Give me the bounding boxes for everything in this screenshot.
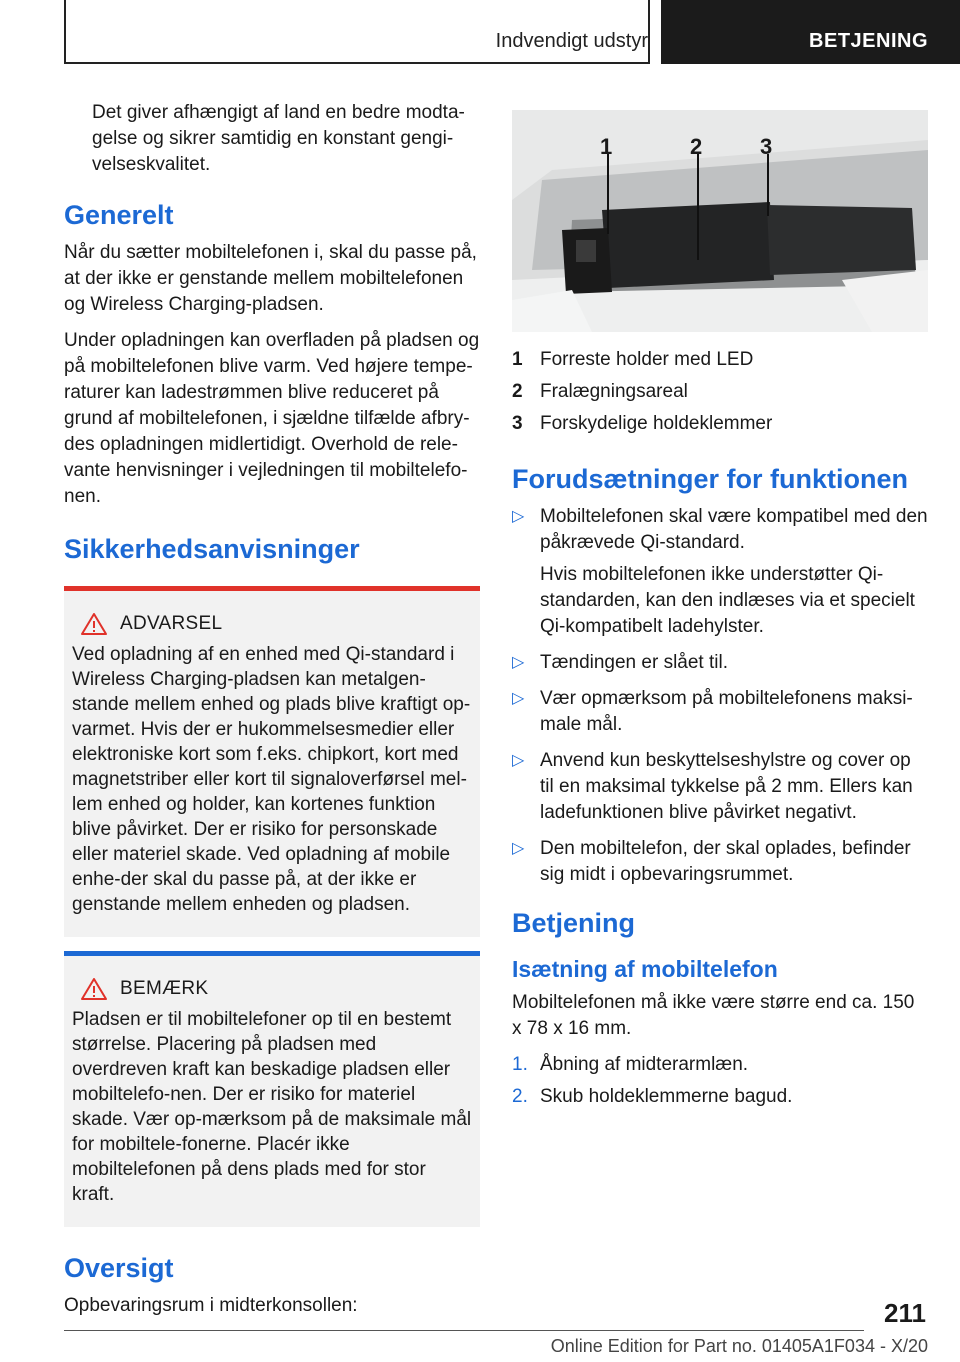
heading-insert-phone: Isætning af mobiltelefon	[512, 956, 778, 982]
caution-triangle-icon	[80, 977, 108, 1001]
steps-list	[512, 1052, 928, 1110]
left-column	[64, 100, 480, 1329]
list-item: ▷ Mobiltelefonen skal være kompatibel med den påkrævede Qi-standard. Hvis mobiltelefonen ikke understøtter Qi-standarden, kan den indlæses via et specielt Qi-kompatibelt ladehylster.	[512, 506, 928, 637]
footer-rule	[64, 1330, 864, 1331]
step-item: 2. Skub holdeklemmerne bagud.	[512, 1086, 793, 1107]
heading-generelt: Generelt	[64, 200, 174, 230]
step-item: 1. Åbning af midterarmlæn.	[512, 1054, 749, 1075]
heading-requirements: Forudsætninger for funktionen	[512, 464, 908, 494]
triangle-bullet-icon: ▷	[512, 752, 525, 769]
page-number: 211	[884, 1298, 926, 1328]
figure-label-1: 1	[600, 134, 613, 159]
warning-triangle-icon	[80, 612, 108, 636]
heading-safety: Sikkerhedsanvisninger	[64, 534, 360, 564]
warning-box	[64, 586, 480, 937]
triangle-bullet-icon: ▷	[512, 654, 525, 671]
heading-oversigt: Oversigt	[64, 1253, 174, 1283]
section-tab-label: BETJENING	[809, 30, 928, 52]
heading-betjening: Betjening	[512, 908, 636, 938]
list-item: ▷ Anvend kun beskyttelseshylstre og cover op til en maksimal tykkelse på 2 mm. Ellers kan ladefunktionen blive påvirket negativt.	[512, 750, 913, 823]
note-box	[64, 951, 480, 1227]
legend-item: 1 Forreste holder med LED	[512, 349, 754, 370]
note-title: BEMÆRK	[120, 978, 209, 999]
chapter-title: Indvendigt udstyr	[495, 30, 648, 52]
intro-paragraph: Det giver afhængigt af land en bedre modta-gelse og sikrer samtidig en konstant gengi-velseskvalitet.	[92, 102, 465, 175]
legend-item: 2 Fralægningsareal	[512, 381, 688, 402]
storage-compartment-figure	[512, 110, 928, 332]
warning-title: ADVARSEL	[120, 613, 223, 634]
header-rule-separator	[648, 0, 650, 64]
right-column	[512, 104, 928, 1116]
triangle-bullet-icon: ▷	[512, 690, 525, 707]
insert-text: Mobiltelefonen må ikke være større end ca. 150 x 78 x 16 mm.	[512, 992, 915, 1039]
triangle-bullet-icon: ▷	[512, 840, 525, 857]
section-tab[interactable]	[661, 0, 960, 64]
compartment-illustration	[512, 110, 928, 332]
warning-text: Ved opladning af en enhed med Qi-standard i Wireless Charging-pladsen kan metalgen-stande mellem enhed og plads blive kraftigt op-varmet. Hvis der er hukommelsesmedier eller elektroniske kort som f.eks. chipkort, kort med magnetstriber eller kort til signaloverførsel mel-lem enhed og holder, kan kortenes funktion blive påvirket. Der er risiko for personskade eller materiel skade. Ved opladning af mobile enhe-der skal du passe på, at der ikke er genstande mellem enheden og pladsen.	[72, 644, 471, 915]
list-item: ▷ Tændingen er slået til.	[512, 650, 928, 676]
figure-legend	[512, 344, 928, 440]
generelt-paragraph-2: Under opladningen kan overfladen på pladsen og på mobiltelefonen blive varm. Ved højere tempe-raturer kan ladestrømmen blive reduceret på grund af mobiltelefonen, i sjældne tilfælde afbry-des opladningen midlertidigt. Overhold de rele-vante henvisninger i vejledningen til mobiltelefo-nen.	[64, 330, 480, 507]
generelt-paragraph-1: Når du sætter mobiltelefonen i, skal du passe på, at der ikke er genstande mellem mobiltelefonen og Wireless Charging-pladsen.	[64, 242, 477, 315]
requirements-list	[512, 504, 928, 888]
edition-text: Online Edition for Part no. 01405A1F034 - X/20	[550, 1336, 928, 1356]
header-rule-bottom	[64, 62, 650, 64]
figure-label-3: 3	[760, 134, 773, 159]
list-item: ▷ Vær opmærksom på mobiltelefonens maksi-male mål.	[512, 688, 913, 735]
legend-item: 3 Forskydelige holdeklemmer	[512, 413, 773, 434]
triangle-bullet-icon: ▷	[512, 508, 525, 525]
oversigt-text: Opbevaringsrum i midterkonsollen:	[64, 1295, 358, 1316]
note-header	[72, 976, 472, 1001]
list-item: ▷ Den mobiltelefon, der skal oplades, befinder sig midt i opbevaringsrummet.	[512, 838, 911, 885]
note-text: Pladsen er til mobiltelefoner op til en bestemt størrelse. Placering på pladsen med overdreven kraft kan beskadige pladsen eller mobiltelefo-nen. Der er risiko for materiel skade. Vær op-mærksom på de maksimale mål for mobiltele-fonerne. Placér ikke mobiltelefonen på dens plads med for stor kraft.	[72, 1009, 472, 1205]
warning-header	[72, 611, 472, 636]
header-rule-left	[64, 0, 66, 64]
figure-label-2: 2	[690, 134, 703, 159]
